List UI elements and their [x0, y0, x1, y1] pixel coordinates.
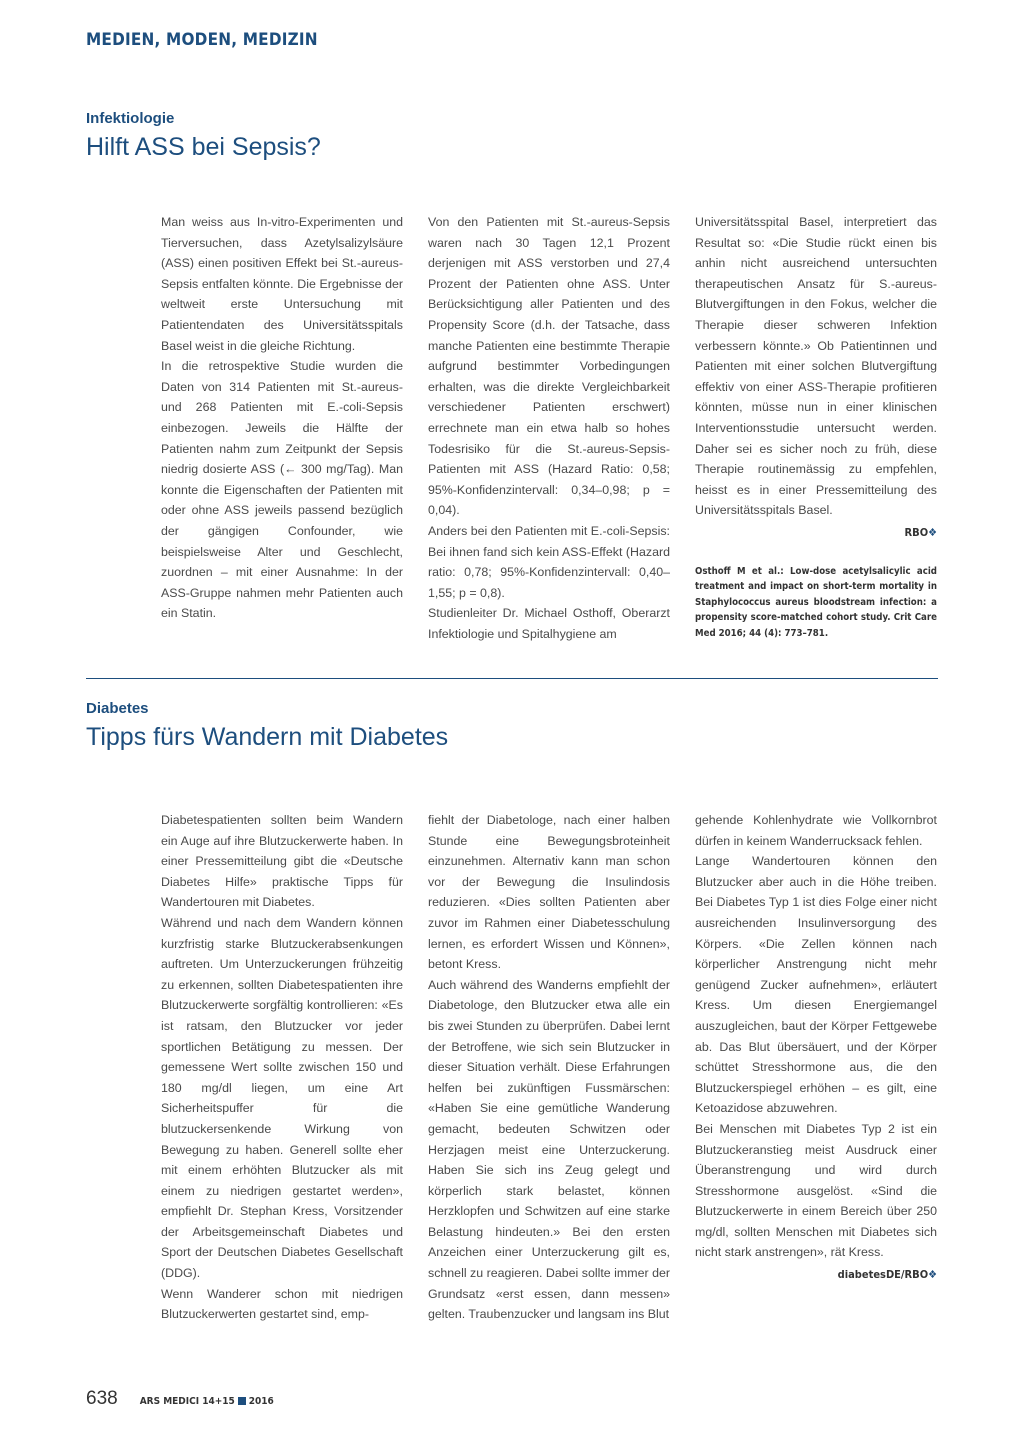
paragraph: Von den Patienten mit St.-aureus-Sepsis waren nach 30 Tagen 12,1 Prozent derjenigen mit ASS verstorben und 27,4 Prozent der Patienten ohne ASS. Unter Berücksichtigung aller Patienten und des Propensity Score (d.h. der Tatsache, dass manche Patienten eine bestimmte Therapie aufgrund bestimmter Vorbedingungen erhalten, was die direkte Vergleichbarkeit verschiedener Patienten erschwert) errechnete man ein etwa halb so hohes Todesrisiko für die St.-aureus-Sepsis-Patienten mit ASS (Hazard Ratio: 0,58; 95%-Konfidenzintervall: 0,34–0,98; p = 0,04).	[428, 215, 670, 518]
text-column-3	[695, 212, 937, 644]
paragraph: Während und nach dem Wandern können kurzfristig starke Blutzuckerabsenkungen auftreten. Um Unterzuckerungen frühzeitig zu erkennen, sollten Diabetespatienten ihre Blutzuckerwerte sorgfältig kontrollieren: «Es ist ratsam, den Blutzucker vor jeder sportlichen Betätigung zu messen. Der gemessene Wert sollte zwischen 150 und 180 mg/dl liegen, um eine Art Sicherheitspuffer für die blutzuckersenkende Wirkung von Bewegung zu haben. Generell sollte eher mit einem erhöhten Blutzucker als mit einem zu niedrigen gestartet werden», empfiehlt Dr. Stephan Kress, Vorsitzender der Arbeitsgemeinschaft Diabetes und Sport der Deutschen Diabetes Gesellschaft (DDG).	[161, 915, 403, 1281]
article-title: Hilft ASS bei Sepsis?	[86, 133, 321, 161]
paragraph: Universitätsspital Basel, interpretiert das Resultat so: «Die Studie rückt einen bis anhin nicht ausreichend untersuchten therapeutischen Ansatz für S.-aureus-Blutvergiftungen in den Fokus, welcher die Therapie dieser schweren Infektion verbessern könnte.» Ob Patientinnen und Patienten mit einer solchen Blutvergiftung effektiv von einer ASS-Therapie profitieren könnten, müsse nun in einer klinischen Interventionsstudie untersucht werden. Daher sei es sicher noch zu früh, diese Therapie routinemässig zu empfehlen, heisst es in einer Pressemitteilung des Universitätsspitals Basel.	[695, 215, 937, 518]
paragraph: Diabetespatienten sollten beim Wandern ein Auge auf ihre Blutzuckerwerte haben. In einer Pressemitteilung gibt die «Deutsche Diabetes Hilfe» praktische Tipps für Wandertouren mit Diabetes.	[161, 813, 403, 910]
paragraph: fiehlt der Diabetologe, nach einer halben Stunde eine Bewegungsbroteinheit einzunehmen. Alternativ kann man schon vor der Bewegung die Insulindosis reduzieren. «Dies sollten Patienten aber zuvor im Rahmen einer Diabetesschulung lernen, es erfordert Wissen und Können», betont Kress.	[428, 813, 670, 972]
text-column-1	[161, 212, 403, 644]
square-icon	[238, 1397, 246, 1405]
section-header: MEDIEN, MODEN, MEDIZIN	[86, 30, 318, 50]
text-column-2	[428, 810, 670, 1325]
author-signature: RBO❖	[904, 525, 937, 539]
article-diabetes	[86, 700, 938, 752]
page-number: 638	[86, 1388, 118, 1409]
article-sepsis	[86, 110, 938, 162]
diamond-icon: ❖	[928, 1268, 937, 1282]
diamond-icon: ❖	[928, 525, 937, 539]
paragraph: In die retrospektive Studie wurden die Daten von 314 Patienten mit St.-aureus- und 268 Patienten mit E.-coli-Sepsis einbezogen. Jeweils die Hälfte der Patienten nahm zum Zeitpunkt der Sepsis niedrig dosierte ASS (← 300 mg/Tag). Man konnte die Eigenschaften der Patienten mit oder ohne ASS jeweils passend bezüglich der gängigen Confounder, wie beispielsweise Alter und Geschlecht, zuordnen – mit einer Ausnahme: In der ASS-Gruppe nahmen mehr Patienten auch ein Statin.	[161, 359, 403, 621]
author-signature: diabetesDE/RBO❖	[837, 1268, 937, 1282]
article-sepsis-body	[161, 212, 937, 644]
paragraph: Lange Wandertouren können den Blutzucker aber auch in die Höhe treiben. Bei Diabetes Typ 1 ist dies Folge einer nicht ausreichenden Insulinversorgung des Körpers. «Die Zellen können nach körperlicher Anstrengung nicht mehr genügend Zucker aufnehmen», erläutert Kress. Um diesen Energiemangel auszugleichen, baut der Körper Fettgewebe ab. Das Blut übersäuert, und der Körper schüttet Stresshormone aus, die den Blutzuckerspiegel erhöhen – es gilt, eine Ketoazidose abzuwehren.	[695, 854, 937, 1116]
page-footer	[86, 1388, 274, 1410]
paragraph: Auch während des Wanderns empfiehlt der Diabetologe, den Blutzucker etwa alle ein bis zwei Stunden zu überprüfen. Dabei lernt der Betroffene, wie sich sein Blutzucker in dieser Situation verhält. Diese Erfahrungen helfen bei zukünftigen Fussmärschen: «Haben Sie eine gemütliche Wanderung gemacht, bedeuten Schwitzen oder Herzjagen meist eine Unterzuckerung. Haben Sie sich ins Zeug gelegt und körperlich stark belastet, können Herzklopfen und Schwitzen auf eine starke Belastung hindeuten.» Bei den ersten Anzeichen einer Unterzuckerung gilt es, schnell zu reagieren. Dabei sollte immer der Grundsatz «erst essen, dann messen» gelten. Traubenzucker und langsam ins Blut	[428, 977, 670, 1322]
journal-info: ARS MEDICI 14+15 2016	[139, 1396, 274, 1407]
text-column-3	[695, 810, 937, 1325]
article-diabetes-body	[161, 810, 937, 1325]
paragraph: Studienleiter Dr. Michael Osthoff, Oberarzt Infektiologie und Spitalhygiene am	[428, 606, 670, 641]
reference: Osthoff M et al.: Low-dose acetylsalicylic acid treatment and impact on short-term mortality in Staphylococcus aureus bloodstream infection: a propensity score-matched cohort study. Crit Care Med 2016; 44 (4): 773–781.	[695, 565, 937, 639]
text-column-1	[161, 810, 403, 1325]
article-kicker: Diabetes	[86, 700, 149, 717]
article-title: Tipps fürs Wandern mit Diabetes	[86, 723, 449, 751]
text-column-2	[428, 212, 670, 644]
paragraph: gehende Kohlenhydrate wie Vollkornbrot dürfen in keinem Wanderrucksack fehlen.	[695, 813, 937, 848]
article-kicker: Infektiologie	[86, 110, 175, 127]
section-divider	[86, 678, 938, 679]
paragraph: Anders bei den Patienten mit E.-coli-Sepsis: Bei ihnen fand sich kein ASS-Effekt (Hazard ratio: 0,78; 95%-Konfidenzintervall: 0,40–1,55; p = 0,8).	[428, 523, 670, 600]
paragraph: Wenn Wanderer schon mit niedrigen Blutzuckerwerten gestartet sind, emp-	[161, 1286, 403, 1322]
paragraph: Bei Menschen mit Diabetes Typ 2 ist ein Blutzuckeranstieg meist Ausdruck einer Überanstrengung und wird durch Stresshormone ausgelöst. «Sind die Blutzuckerwerte in einem Bereich über 250 mg/dl, sollten Menschen mit Diabetes sich nicht stark anstrengen», rät Kress.	[695, 1121, 937, 1260]
paragraph: Man weiss aus In-vitro-Experimenten und Tierversuchen, dass Azetylsalizylsäure (ASS) einen positiven Effekt bei St.-aureus-Sepsis entfalten könnte. Die Ergebnisse der weltweit erste Untersuchung mit Patientendaten des Universitätsspitals Basel weist in die gleiche Richtung.	[161, 215, 403, 353]
